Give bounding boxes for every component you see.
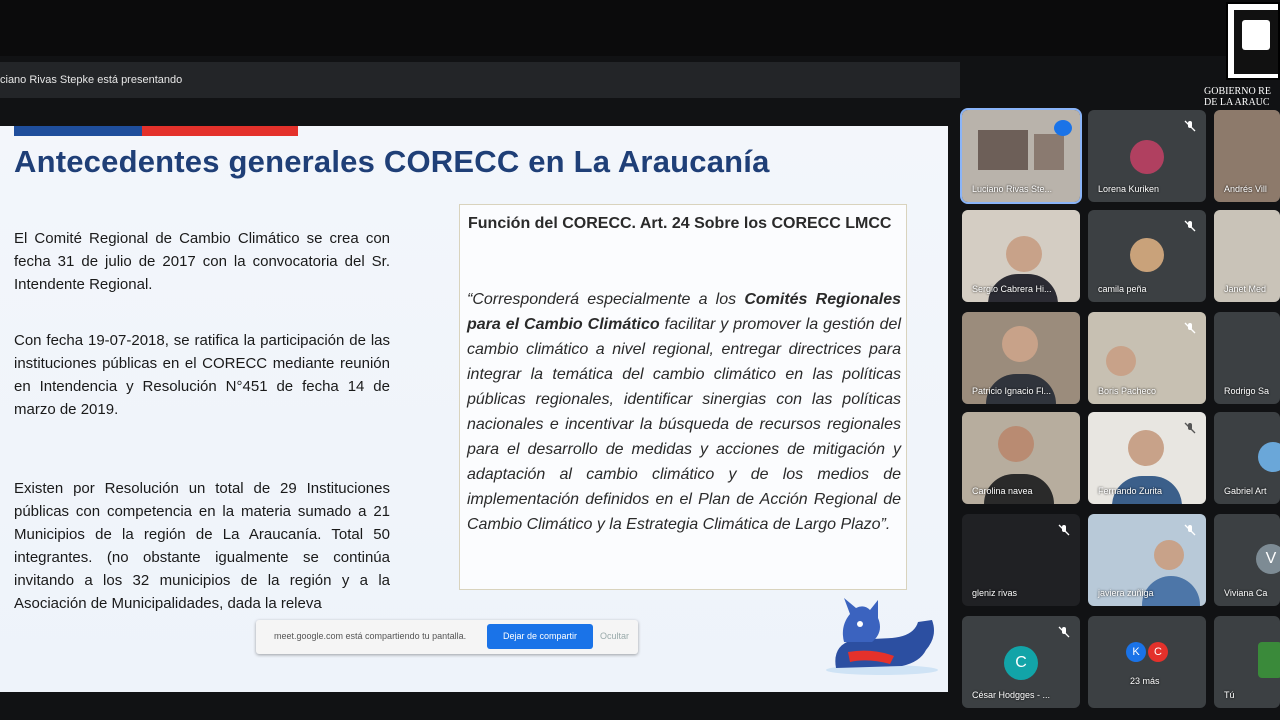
participant-name: Viviana Ca [1224,588,1268,598]
slide-paragraph-2: Con fecha 19-07-2018, se ratifica la participación de las instituciones públicas en el CORECC mediante reunión en Intendencia y Resolución N°451 de fecha 14 de marzo de 2019. [14,332,390,418]
avatar: V [1256,544,1280,574]
mic-off-icon [1058,626,1070,638]
participant-tile[interactable] [962,110,1080,202]
function-box [459,204,907,590]
seal-icon [1226,2,1280,80]
participant-name: gleniz rivas [972,588,1018,598]
participant-name: Sergio Cabrera Hi... [972,284,1052,294]
participant-tile[interactable] [1214,210,1280,302]
participant-tile[interactable] [1088,312,1206,404]
slide-bar-red [142,126,298,136]
participant-name: Gabriel Art [1224,486,1267,496]
mic-off-icon [1184,220,1196,232]
function-quote: “Corresponderá especialmente a los Comités Regionales para el Cambio Climático facilitar y promover la gestión del cambio climático a nivel regional, entregar directrices para integrar la temática del cambio climático en las políticas públicas regionales, identificar sinergias con las políticas nacionales e incentivar la búsqueda de recursos regionales para el desarrollo de medidas y acciones de mitigación y adaptación al cambio climático y de los medios de implementación definidos en el Plan de Acción Regional de Cambio Climático y la Estrategia Climática de Largo Plazo”. [467,291,901,533]
slide-bar-blue [14,126,142,136]
participant-name: Luciano Rivas Ste... [972,184,1053,194]
avatar: C [1004,646,1038,680]
mic-off-icon [1184,120,1196,132]
slide-paragraph-1: El Comité Regional de Cambio Climático se crea con fecha 31 de julio de 2017 con la convocatoria del Sr. Intendente Regional. [14,230,390,293]
slide-paragraph-3: Existen por Resolución un total de 29 Instituciones públicas con competencia en la materia sumado a 21 Municipios de la región de La Araucanía. Total 50 integrantes. (no obstante igualmente se continúa invitando a los 32 municipios de la región y a la Asociación de Municipalidades, dada la releva [14,480,390,612]
participant-name: Fernando Zurita [1098,486,1163,496]
top-bar [0,0,1280,56]
mic-off-icon [1058,524,1070,536]
self-avatar [1258,642,1280,678]
mascot-illustration [822,592,942,676]
avatar [1130,238,1164,272]
participant-video [1154,540,1184,570]
quote-bold: Comités Regionales para el Cambio Climático [467,291,901,333]
participant-tile[interactable] [962,514,1080,606]
avatar: K [1126,642,1146,662]
avatar [1258,442,1280,472]
presenting-bar [0,62,960,98]
participant-video [1128,430,1164,466]
participant-tile[interactable] [1214,412,1280,504]
participant-name: Patricio Ignacio Fl... [972,386,1052,396]
participant-tile[interactable] [962,210,1080,302]
participant-name: César Hodgges - ... [972,690,1051,700]
participant-name: 23 más [1130,676,1160,686]
shared-slide [0,126,948,692]
participant-name: Andrés Vill [1224,184,1267,194]
share-message: meet.google.com está compartiendo tu pantalla. [274,631,467,641]
mic-off-icon [1184,322,1196,334]
participant-name: Rodrigo Sa [1224,386,1270,396]
participant-tile[interactable] [1088,514,1206,606]
function-box-title: Función del CORECC. Art. 24 Sobre los CORECC LMCC [468,215,892,232]
participant-tile[interactable] [1088,412,1206,504]
participant-name: Lorena Kuriken [1098,184,1160,194]
mic-off-icon [1184,524,1196,536]
participant-video [998,426,1034,462]
presenting-text: ciano Rivas Stepke está presentando [0,74,183,86]
participant-tile-self[interactable] [1214,616,1280,708]
avatar [1130,140,1164,174]
participant-video [1002,326,1038,362]
participant-name: Carolina navea [972,486,1033,496]
participant-name: Janet Med [1224,284,1267,294]
slide-title: Antecedentes generales CORECC en La Araucanía [14,144,770,179]
more-participants-tile[interactable] [1088,616,1206,708]
participant-tile[interactable] [1214,514,1280,606]
participant-tile[interactable] [1214,110,1280,202]
participant-video [1106,346,1136,376]
hide-button[interactable]: Ocultar [600,631,630,641]
participant-name: javiera zuñiga [1098,588,1154,598]
logo-line2: DE LA ARAUC [1204,97,1270,108]
participant-tile[interactable] [962,312,1080,404]
participant-tile[interactable] [1214,312,1280,404]
participant-name: Tú [1224,690,1235,700]
gobierno-logo [1204,2,1280,108]
participant-tile[interactable] [1088,210,1206,302]
participant-name: Boris Pacheco [1098,386,1157,396]
participant-tile[interactable] [962,616,1080,708]
participant-name: camila peña [1098,284,1147,294]
screen-share-bar [256,620,638,654]
participant-tile[interactable] [962,412,1080,504]
logo-line1: GOBIERNO RE [1204,86,1271,97]
participant-video [1006,236,1042,272]
mic-off-icon [1184,422,1196,434]
stop-sharing-button[interactable]: Dejar de compartir [487,624,593,649]
avatar: C [1148,642,1168,662]
participant-tile[interactable] [1088,110,1206,202]
